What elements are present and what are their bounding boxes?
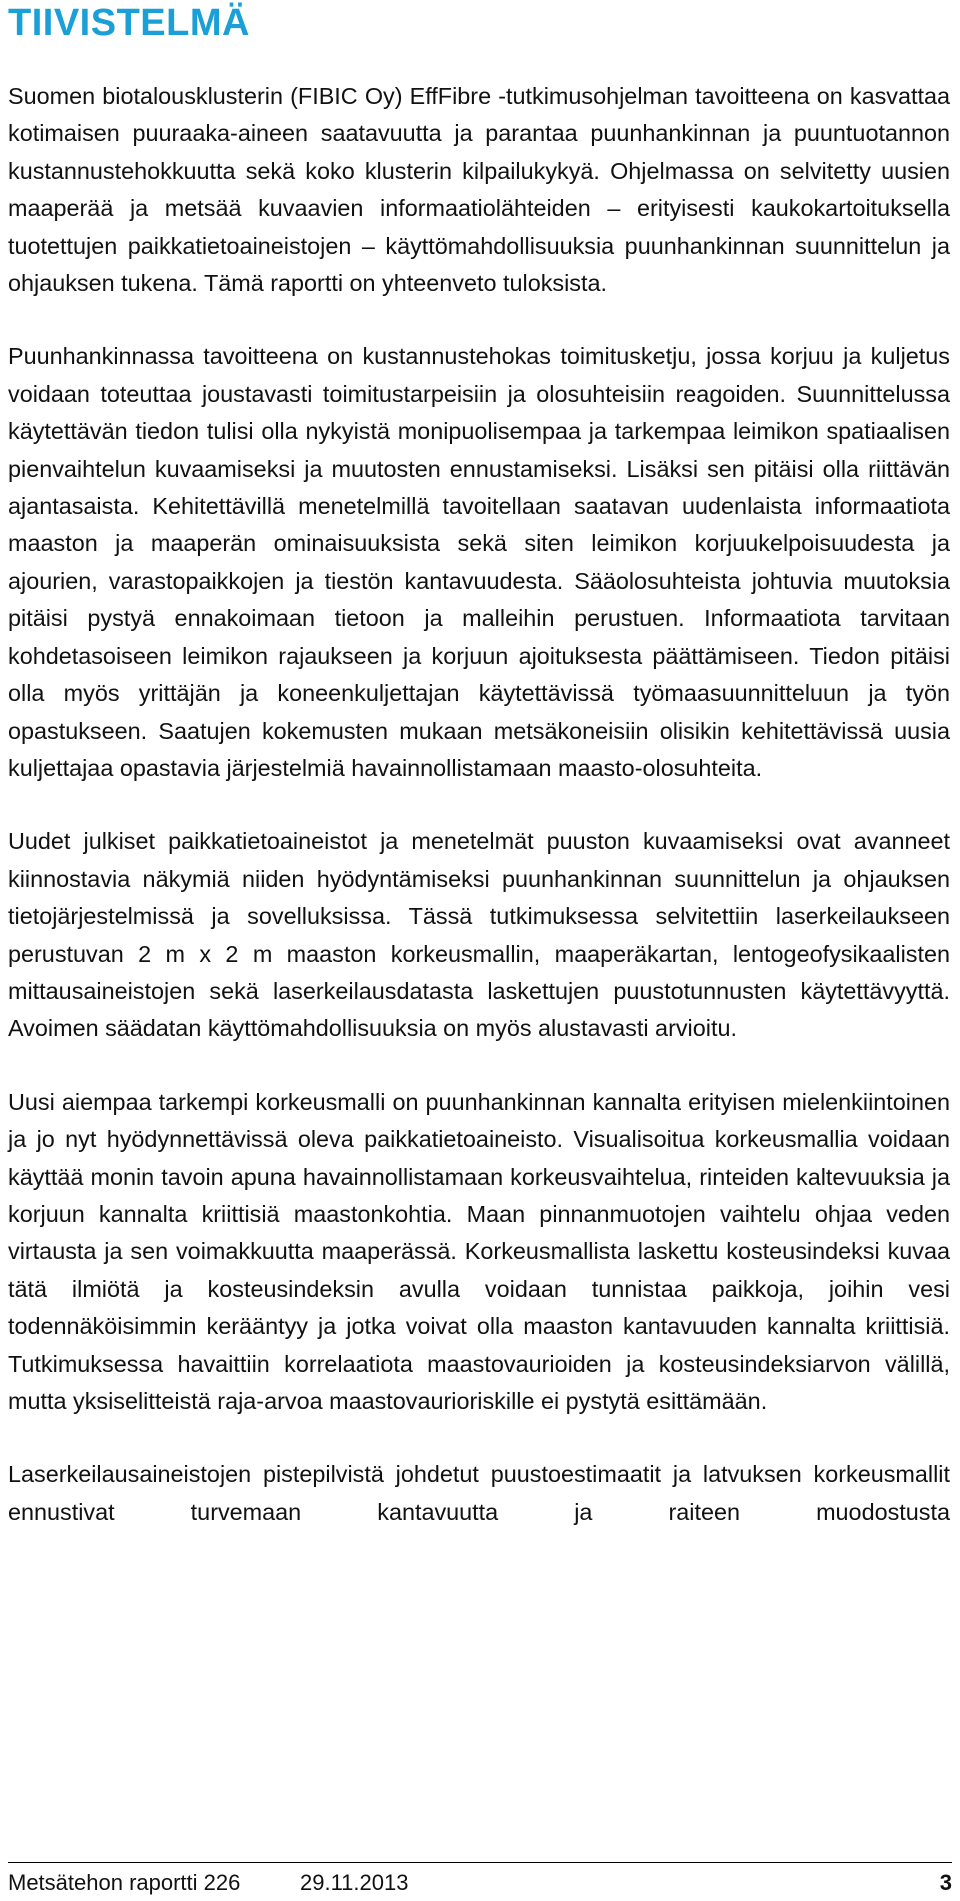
footer-report-name: Metsätehon raportti 226 <box>8 1870 241 1895</box>
body-text <box>8 78 950 1567</box>
paragraph-1: Suomen biotalousklusterin (FIBIC Oy) EffFibre -tutkimusohjelman tavoitteena on kasvattaa kotimaisen puuraaka-aineen saatavuutta ja parantaa puunhankinnan ja puuntuotannon kustannustehokkuutta sekä koko klusterin kilpailukykyä. Ohjelmassa on selvitetty uusien maaperää ja metsää kuvaavien informaatiolähteiden – erityisesti kaukokartoituksella tuotettujen paikkatietoaineistojen – käyttömahdollisuuksia puunhankinnan suunnittelun ja ohjauksen tukena. Tämä raportti on yhteenveto tuloksista. <box>8 83 950 297</box>
page-number: 3 <box>939 1870 952 1895</box>
paragraph-4: Uusi aiempaa tarkempi korkeusmalli on puunhankinnan kannalta erityisen mielenkiintoinen ja jo nyt hyödynnettävissä oleva paikkatietoaineisto. Visualisoitua korkeusmallia voidaan käyttää monin tavoin apuna havainnollistamaan korkeusvaihtelua, rinteiden kaltevuuksia ja korjuun kannalta kriittisiä maastonkohtia. Maan pinnanmuotojen vaihtelu ohjaa veden virtausta ja sen voimakkuutta maaperässä. Korkeusmallista laskettu kosteusindeksi kuvaa tätä ilmiötä ja kosteusindeksin avulla voidaan tunnistaa paikkoja, joihin vesi todennäköisimmin kerääntyy ja jotka voivat olla maaston kantavuuden kannalta kriittisiä. Tutkimuksessa havaittiin korrelaatiota maastovaurioiden ja kosteusindeksiarvon välillä, mutta yksiselitteistä raja-arvoa maastovaurioriskille ei pystytä esittämään. <box>8 1088 950 1414</box>
page-title: TIIVISTELMÄ <box>8 2 250 44</box>
paragraph-5: Laserkeilausaineistojen pistepilvistä johdetut puustoestimaatit ja latvuksen korkeusmallit ennustivat turvemaan kantavuutta ja raiteen muodostusta <box>8 1461 950 1525</box>
footer-date: 29.11.2013 <box>300 1870 409 1895</box>
paragraph-3: Uudet julkiset paikkatietoaineistot ja menetelmät puuston kuvaamiseksi ovat avanneet kiinnostavia näkymiä niiden hyödyntämiseksi puunhankinnan suunnittelun ja ohjauksen tietojärjestelmissä ja sovelluksissa. Tässä tutkimuksessa selvitettiin laserkeilaukseen perustuvan 2 m x 2 m maaston korkeusmallin, maaperäkartan, lentogeofysikaalisten mittausaineistojen sekä laserkeilausdatasta laskettujen puustotunnusten käytettävyyttä. Avoimen säädatan käyttömahdollisuuksia on myös alustavasti arvioitu. <box>8 828 950 1042</box>
page-footer <box>8 1862 952 1899</box>
paragraph-2: Puunhankinnassa tavoitteena on kustannustehokas toimitusketju, jossa korjuu ja kuljetus voidaan toteuttaa joustavasti toimitustarpeisiin ja olosuhteisiin reagoiden. Suunnittelussa käytettävän tiedon tulisi olla nykyistä monipuolisempaa ja tarkempaa leimikon spatiaalisen pienvaihtelun kuvaamiseksi ja muutosten ennustamiseksi. Lisäksi sen pitäisi olla riittävän ajantasaista. Kehitettävillä menetelmillä tavoitellaan saatavan uudenlaista informaatiota maaston ja maaperän ominaisuuksista sekä siten leimikon korjuukelpoisuudesta ja ajourien, varastopaikkojen ja tiestön kantavuudesta. Sääolosuhteista johtuvia muutoksia pitäisi pystyä ennakoimaan tietoon ja malleihin perustuen. Informaatiota tarvitaan kohdetasoiseen leimikon rajaukseen ja korjuun ajoituksesta päättämiseen. Tiedon pitäisi olla myös yrittäjän ja koneenkuljettajan käytettävissä työmaasuunnitteluun ja työn opastukseen. Saatujen kokemusten mukaan metsäkoneisiin olisikin kehitettävissä uusia kuljettajaa opastavia järjestelmiä havainnollistamaan maasto-olosuhteita. <box>8 343 950 781</box>
